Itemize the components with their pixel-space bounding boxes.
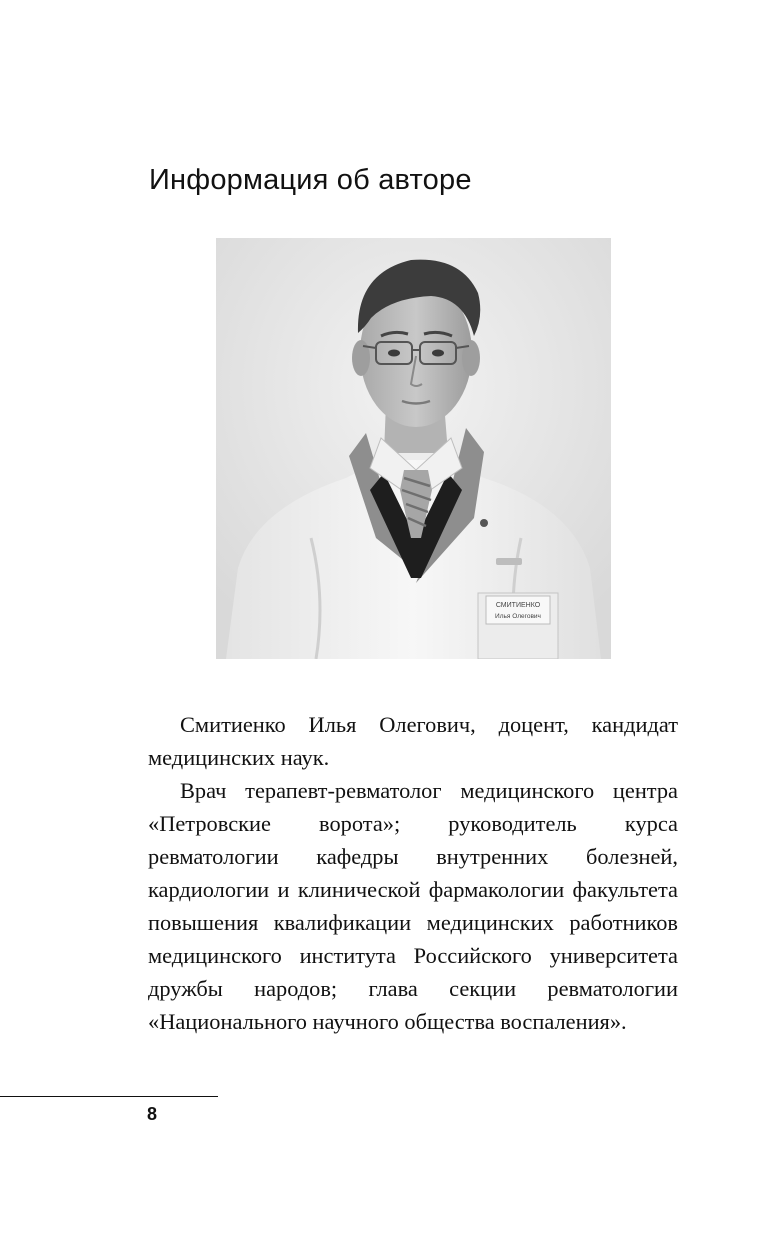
bio-paragraph-credentials: Смитиенко Илья Олегович, доцент, кандидат медицинских наук. bbox=[148, 712, 678, 770]
bio-paragraph-positions: Врач терапевт-ревматолог медицинского центра «Петровские ворота»; руководитель курса ревматологии кафедры внутренних болезней, кардиологии и клинической фармакологии факультета повышения квалификации медицинских работников медицинского института Российского университета дружбы народов; глава секции ревматологии «Национального научного общества воспаления». bbox=[148, 778, 678, 1034]
author-photo bbox=[216, 238, 611, 659]
footer-divider bbox=[0, 1096, 218, 1097]
author-bio bbox=[148, 708, 678, 1038]
page-number: 8 bbox=[147, 1104, 158, 1124]
author-portrait bbox=[216, 238, 611, 659]
badge-name: Илья Олегович bbox=[495, 613, 541, 620]
badge-surname: СМИТИЕНКО bbox=[495, 602, 541, 609]
section-title: Информация об авторе bbox=[149, 164, 472, 196]
